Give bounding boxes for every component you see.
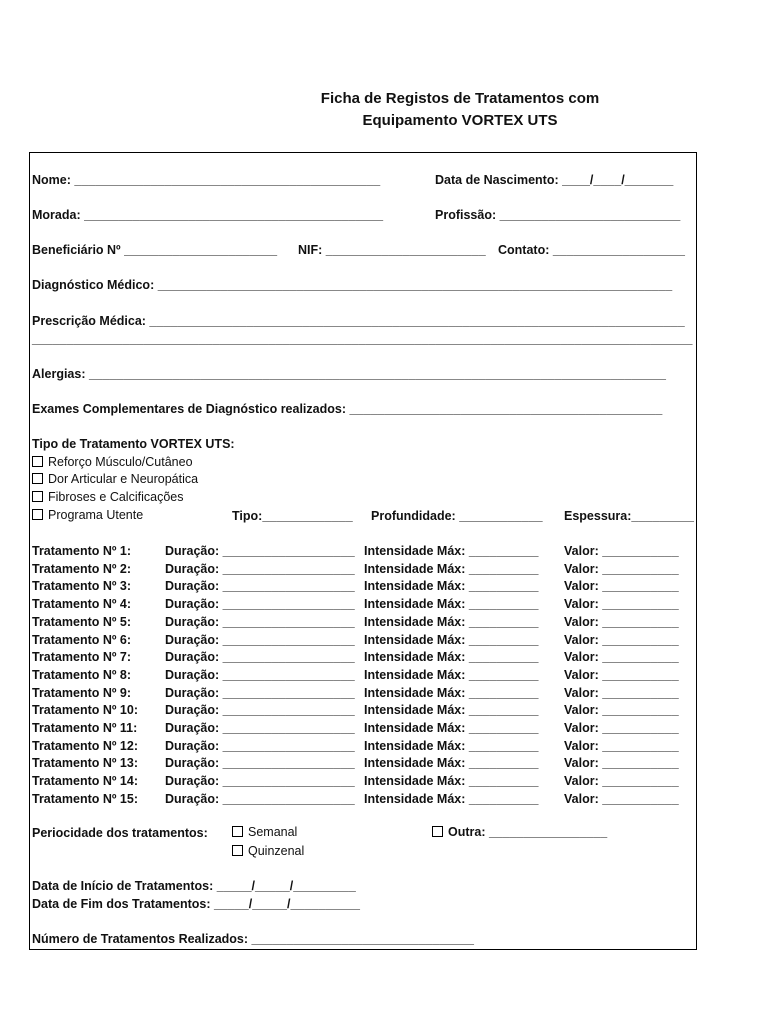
option-programa-utente-label: Programa Utente <box>48 508 144 522</box>
alergias-field[interactable]: Alergias: ___________________________________________________________________________________ <box>32 367 666 381</box>
treatment-row <box>32 791 692 807</box>
valor-field[interactable]: Valor: ___________ <box>564 544 679 558</box>
valor-field[interactable]: Valor: ___________ <box>564 685 679 700</box>
treatment-label: Tratamento Nº 4: <box>32 597 132 612</box>
valor-field[interactable]: Valor: ___________ <box>564 791 679 806</box>
intensidade-field[interactable]: Intensidade Máx: __________ <box>364 544 539 558</box>
option-dor-articular-label: Dor Articular e Neuropática <box>48 472 199 486</box>
intensidade-field[interactable]: Intensidade Máx: __________ <box>364 667 539 682</box>
nif-field[interactable]: NIF: _______________________ <box>298 243 486 257</box>
valor-field[interactable]: Valor: ___________ <box>564 721 679 735</box>
checkbox-icon[interactable] <box>232 826 243 837</box>
intensidade-field[interactable]: Intensidade Máx: __________ <box>364 703 539 718</box>
valor-field[interactable]: Valor: ___________ <box>564 632 679 647</box>
intensidade-field[interactable]: Intensidade Máx: __________ <box>364 597 539 612</box>
valor-field[interactable]: Valor: ___________ <box>564 579 679 594</box>
treatment-row <box>32 561 692 577</box>
espessura-field[interactable]: Espessura:_________ <box>564 509 694 523</box>
treatment-row <box>32 649 692 665</box>
treatment-label: Tratamento Nº 15: <box>32 791 138 806</box>
treatment-label: Tratamento Nº 5: <box>32 614 132 629</box>
morada-field[interactable]: Morada: ___________________________________________ <box>32 208 384 222</box>
treatment-row <box>32 755 692 771</box>
treatment-label: Tratamento Nº 8: <box>32 667 132 682</box>
duracao-field[interactable]: Duração: ___________________ <box>165 579 355 594</box>
exames-field[interactable]: Exames Complementares de Diagnóstico realizados: _____________________________________________ <box>32 402 663 416</box>
data-fim-field[interactable]: Data de Fim dos Tratamentos: _____/_____/__________ <box>32 897 360 911</box>
duracao-field[interactable]: Duração: ___________________ <box>165 544 355 558</box>
intensidade-field[interactable]: Intensidade Máx: __________ <box>364 650 539 665</box>
intensidade-field[interactable]: Intensidade Máx: __________ <box>364 614 539 629</box>
duracao-field[interactable]: Duração: ___________________ <box>165 597 355 612</box>
option-reforco-label: Reforço Músculo/Cutâneo <box>48 455 193 469</box>
option-fibroses[interactable] <box>32 489 183 505</box>
intensidade-field[interactable]: Intensidade Máx: __________ <box>364 791 539 806</box>
data-inicio-field[interactable]: Data de Início de Tratamentos: _____/_____/_________ <box>32 879 356 893</box>
diagnostico-field[interactable]: Diagnóstico Médico: __________________________________________________________________________ <box>32 278 673 292</box>
treatment-label: Tratamento Nº 13: <box>32 756 138 771</box>
checkbox-icon[interactable] <box>32 456 43 467</box>
prescricao-field[interactable]: Prescrição Médica: _____________________________________________________________________________ <box>32 314 685 328</box>
checkbox-icon[interactable] <box>32 491 43 502</box>
option-outra[interactable] <box>432 824 607 840</box>
tipo-tratamento-heading: Tipo de Tratamento VORTEX UTS: <box>32 437 235 451</box>
valor-field[interactable]: Valor: ___________ <box>564 614 679 629</box>
option-dor-articular[interactable] <box>32 471 198 487</box>
treatment-row <box>32 614 692 630</box>
checkbox-icon[interactable] <box>32 509 43 520</box>
treatment-row <box>32 702 692 718</box>
option-fibroses-label: Fibroses e Calcificações <box>48 490 184 504</box>
treatment-row <box>32 632 692 648</box>
duracao-field[interactable]: Duração: ___________________ <box>165 650 355 665</box>
treatment-label: Tratamento Nº 1: <box>32 544 132 558</box>
valor-field[interactable]: Valor: ___________ <box>564 597 679 612</box>
intensidade-field[interactable]: Intensidade Máx: __________ <box>364 632 539 647</box>
duracao-field[interactable]: Duração: ___________________ <box>165 721 355 735</box>
duracao-field[interactable]: Duração: ___________________ <box>165 614 355 629</box>
treatment-label: Tratamento Nº 10: <box>32 703 138 718</box>
intensidade-field[interactable]: Intensidade Máx: __________ <box>364 561 539 576</box>
valor-field[interactable]: Valor: ___________ <box>564 650 679 665</box>
treatment-label: Tratamento Nº 9: <box>32 685 132 700</box>
form-title-line1: Ficha de Registos de Tratamentos com <box>320 90 600 107</box>
prescricao-continuation-line[interactable]: _______________________________________________________________________________________________ <box>32 332 693 346</box>
option-programa-utente[interactable] <box>32 507 143 523</box>
intensidade-field[interactable]: Intensidade Máx: __________ <box>364 579 539 594</box>
contato-field[interactable]: Contato: ___________________ <box>498 243 685 257</box>
intensidade-field[interactable]: Intensidade Máx: __________ <box>364 774 539 789</box>
form-title-line2: Equipamento VORTEX UTS <box>362 112 558 129</box>
option-semanal-label: Semanal <box>248 825 298 839</box>
checkbox-icon[interactable] <box>232 845 243 856</box>
treatment-label: Tratamento Nº 6: <box>32 632 132 647</box>
treatment-row <box>32 720 692 736</box>
valor-field[interactable]: Valor: ___________ <box>564 703 679 718</box>
intensidade-field[interactable]: Intensidade Máx: __________ <box>364 756 539 771</box>
tipo-field[interactable]: Tipo:_____________ <box>232 509 353 523</box>
duracao-field[interactable]: Duração: ___________________ <box>165 632 355 647</box>
duracao-field[interactable]: Duração: ___________________ <box>165 685 355 700</box>
duracao-field[interactable]: Duração: ___________________ <box>165 703 355 718</box>
duracao-field[interactable]: Duração: ___________________ <box>165 561 355 576</box>
treatment-label: Tratamento Nº 2: <box>32 561 132 576</box>
checkbox-icon[interactable] <box>432 826 443 837</box>
checkbox-icon[interactable] <box>32 473 43 484</box>
treatment-label: Tratamento Nº 7: <box>32 650 132 665</box>
option-quinzenal[interactable] <box>232 843 304 859</box>
treatment-row <box>32 543 692 559</box>
nome-field[interactable]: Nome: ____________________________________________ <box>32 173 381 187</box>
valor-field[interactable]: Valor: ___________ <box>564 738 679 753</box>
treatment-label: Tratamento Nº 3: <box>32 579 132 594</box>
duracao-field[interactable]: Duração: ___________________ <box>165 791 355 806</box>
treatment-row <box>32 685 692 701</box>
treatment-row <box>32 596 692 612</box>
profundidade-field[interactable]: Profundidade: ____________ <box>371 509 543 523</box>
valor-field[interactable]: Valor: ___________ <box>564 774 679 789</box>
profissao-field[interactable]: Profissão: __________________________ <box>435 208 681 222</box>
treatment-label: Tratamento Nº 14: <box>32 774 138 789</box>
treatment-row <box>32 773 692 789</box>
valor-field[interactable]: Valor: ___________ <box>564 667 679 682</box>
data-nascimento-field[interactable]: Data de Nascimento: ____/____/_______ <box>435 173 674 187</box>
option-quinzenal-label: Quinzenal <box>248 844 305 858</box>
treatment-row <box>32 578 692 594</box>
treatment-row <box>32 667 692 683</box>
valor-field[interactable]: Valor: ___________ <box>564 561 679 576</box>
duracao-field[interactable]: Duração: ___________________ <box>165 756 355 771</box>
intensidade-field[interactable]: Intensidade Máx: __________ <box>364 738 539 753</box>
treatment-label: Tratamento Nº 11: <box>32 721 138 735</box>
option-reforco[interactable] <box>32 454 193 470</box>
periodicidade-label: Periocidade dos tratamentos: <box>32 826 208 840</box>
beneficiario-field[interactable]: Beneficiário Nº ______________________ <box>32 243 278 257</box>
option-semanal[interactable] <box>232 824 297 840</box>
numero-tratamentos-field[interactable]: Número de Tratamentos Realizados: ________________________________ <box>32 932 474 946</box>
duracao-field[interactable]: Duração: ___________________ <box>165 667 355 682</box>
duracao-field[interactable]: Duração: ___________________ <box>165 774 355 789</box>
treatment-label: Tratamento Nº 12: <box>32 738 138 753</box>
intensidade-field[interactable]: Intensidade Máx: __________ <box>364 721 539 735</box>
intensidade-field[interactable]: Intensidade Máx: __________ <box>364 685 539 700</box>
valor-field[interactable]: Valor: ___________ <box>564 756 679 771</box>
option-outra-label[interactable]: Outra: _________________ <box>448 825 608 839</box>
treatment-row <box>32 738 692 754</box>
duracao-field[interactable]: Duração: ___________________ <box>165 738 355 753</box>
